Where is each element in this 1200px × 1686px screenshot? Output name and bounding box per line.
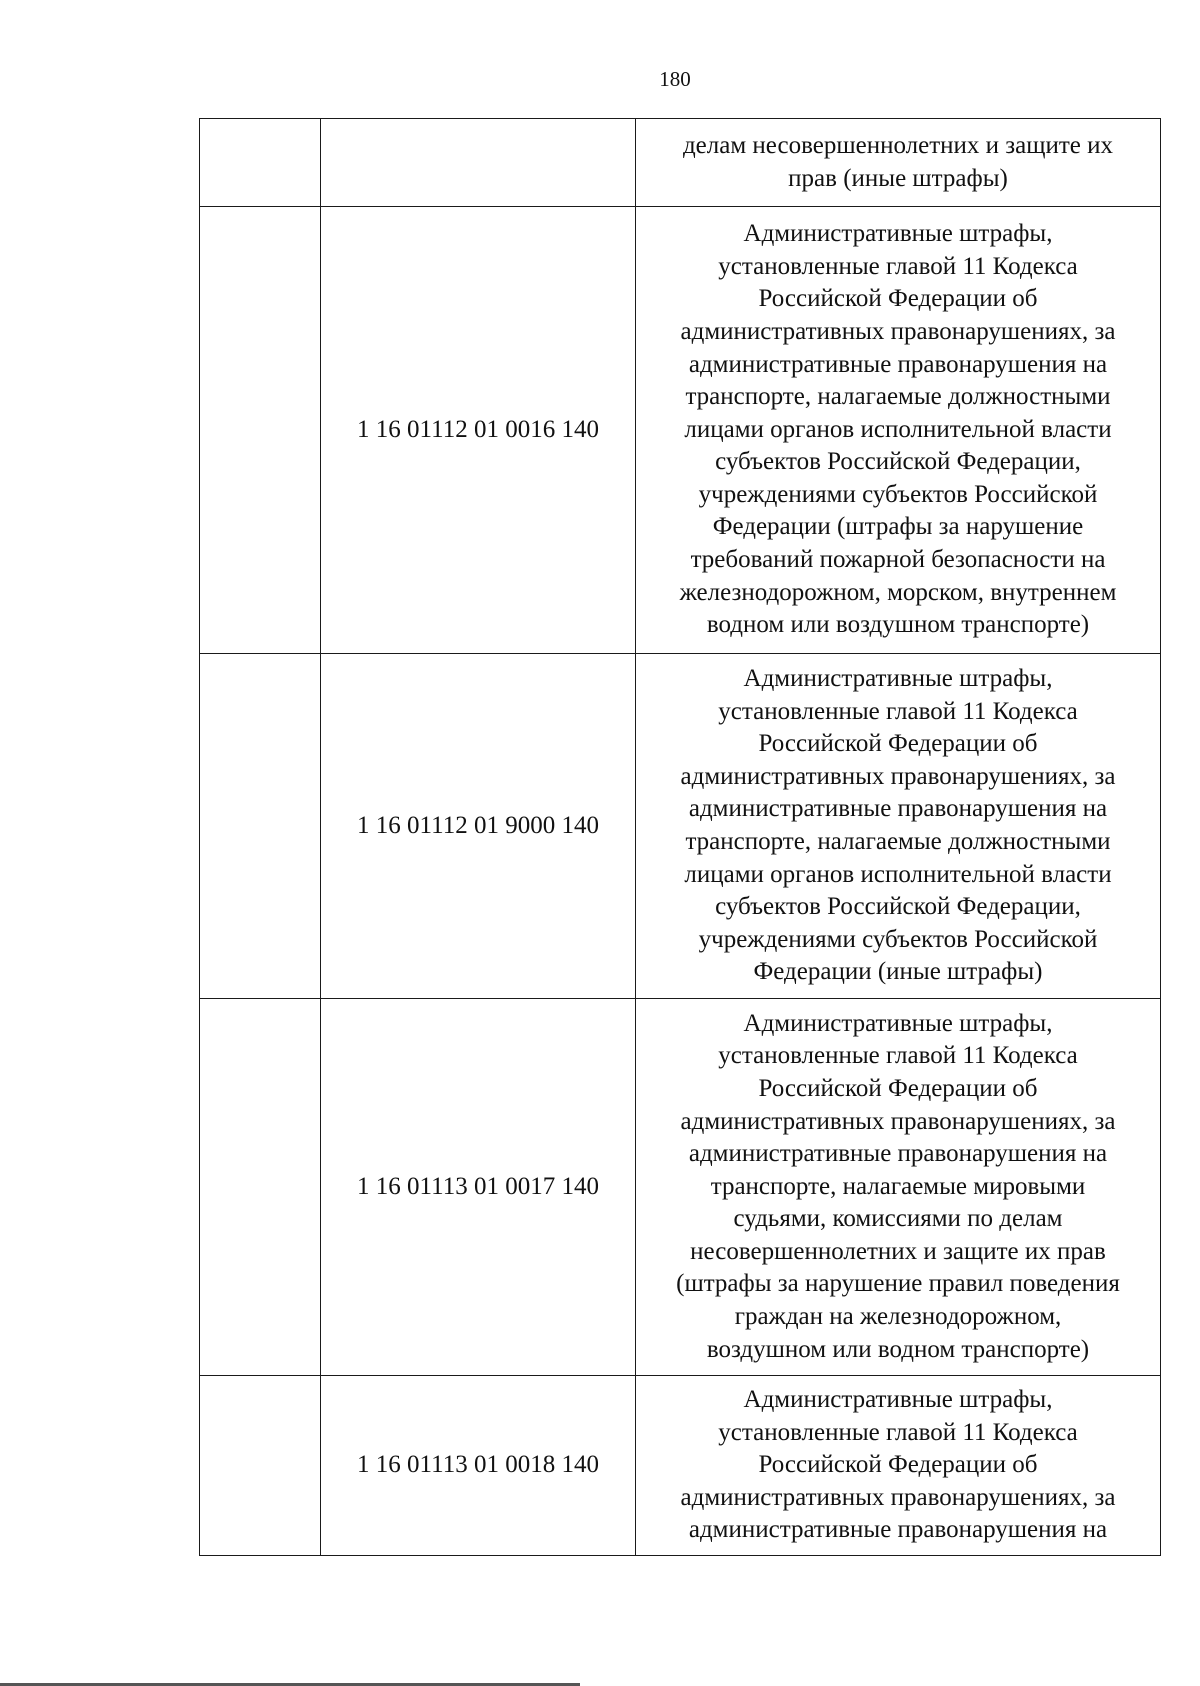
table-cell-description: Административные штрафы, установленные главой 11 Кодекса Российской Федерации об административных правонарушениях, за административные правонарушения на транспорте, налагаемые должностными лицами органов исполнительной власти субъектов Российской Федерации, учреждениями субъектов Российской Федерации (штрафы за нарушение требований пожарной безопасности на железнодорожном, морском, внутреннем водном или воздушном транспорте)	[636, 207, 1161, 654]
table-cell-empty	[200, 1376, 321, 1556]
table-cell-code	[321, 119, 636, 207]
table-cell-code: 1 16 01112 01 9000 140	[321, 654, 636, 999]
table-row	[200, 999, 1161, 1376]
classification-table	[199, 118, 1161, 1556]
table-cell-description: Административные штрафы, установленные главой 11 Кодекса Российской Федерации об административных правонарушениях, за административные правонарушения на	[636, 1376, 1161, 1556]
table-cell-empty	[200, 654, 321, 999]
page-number: 180	[659, 67, 691, 91]
table-cell-code: 1 16 01113 01 0018 140	[321, 1376, 636, 1556]
table-row	[200, 654, 1161, 999]
table-row	[200, 207, 1161, 654]
table-cell-empty	[200, 119, 321, 207]
table-cell-description: Административные штрафы, установленные главой 11 Кодекса Российской Федерации об административных правонарушениях, за административные правонарушения на транспорте, налагаемые должностными лицами органов исполнительной власти субъектов Российской Федерации, учреждениями субъектов Российской Федерации (иные штрафы)	[636, 654, 1161, 999]
table-cell-empty	[200, 207, 321, 654]
table-cell-description: делам несовершеннолетних и защите их прав (иные штрафы)	[636, 119, 1161, 207]
table-cell-description: Административные штрафы, установленные главой 11 Кодекса Российской Федерации об административных правонарушениях, за административные правонарушения на транспорте, налагаемые мировыми судьями, комиссиями по делам несовершеннолетних и защите их прав (штрафы за нарушение правил поведения граждан на железнодорожном, воздушном или водном транспорте)	[636, 999, 1161, 1376]
table-row	[200, 1376, 1161, 1556]
table-cell-code: 1 16 01112 01 0016 140	[321, 207, 636, 654]
table-cell-code: 1 16 01113 01 0017 140	[321, 999, 636, 1376]
table-cell-empty	[200, 999, 321, 1376]
table-row	[200, 119, 1161, 207]
